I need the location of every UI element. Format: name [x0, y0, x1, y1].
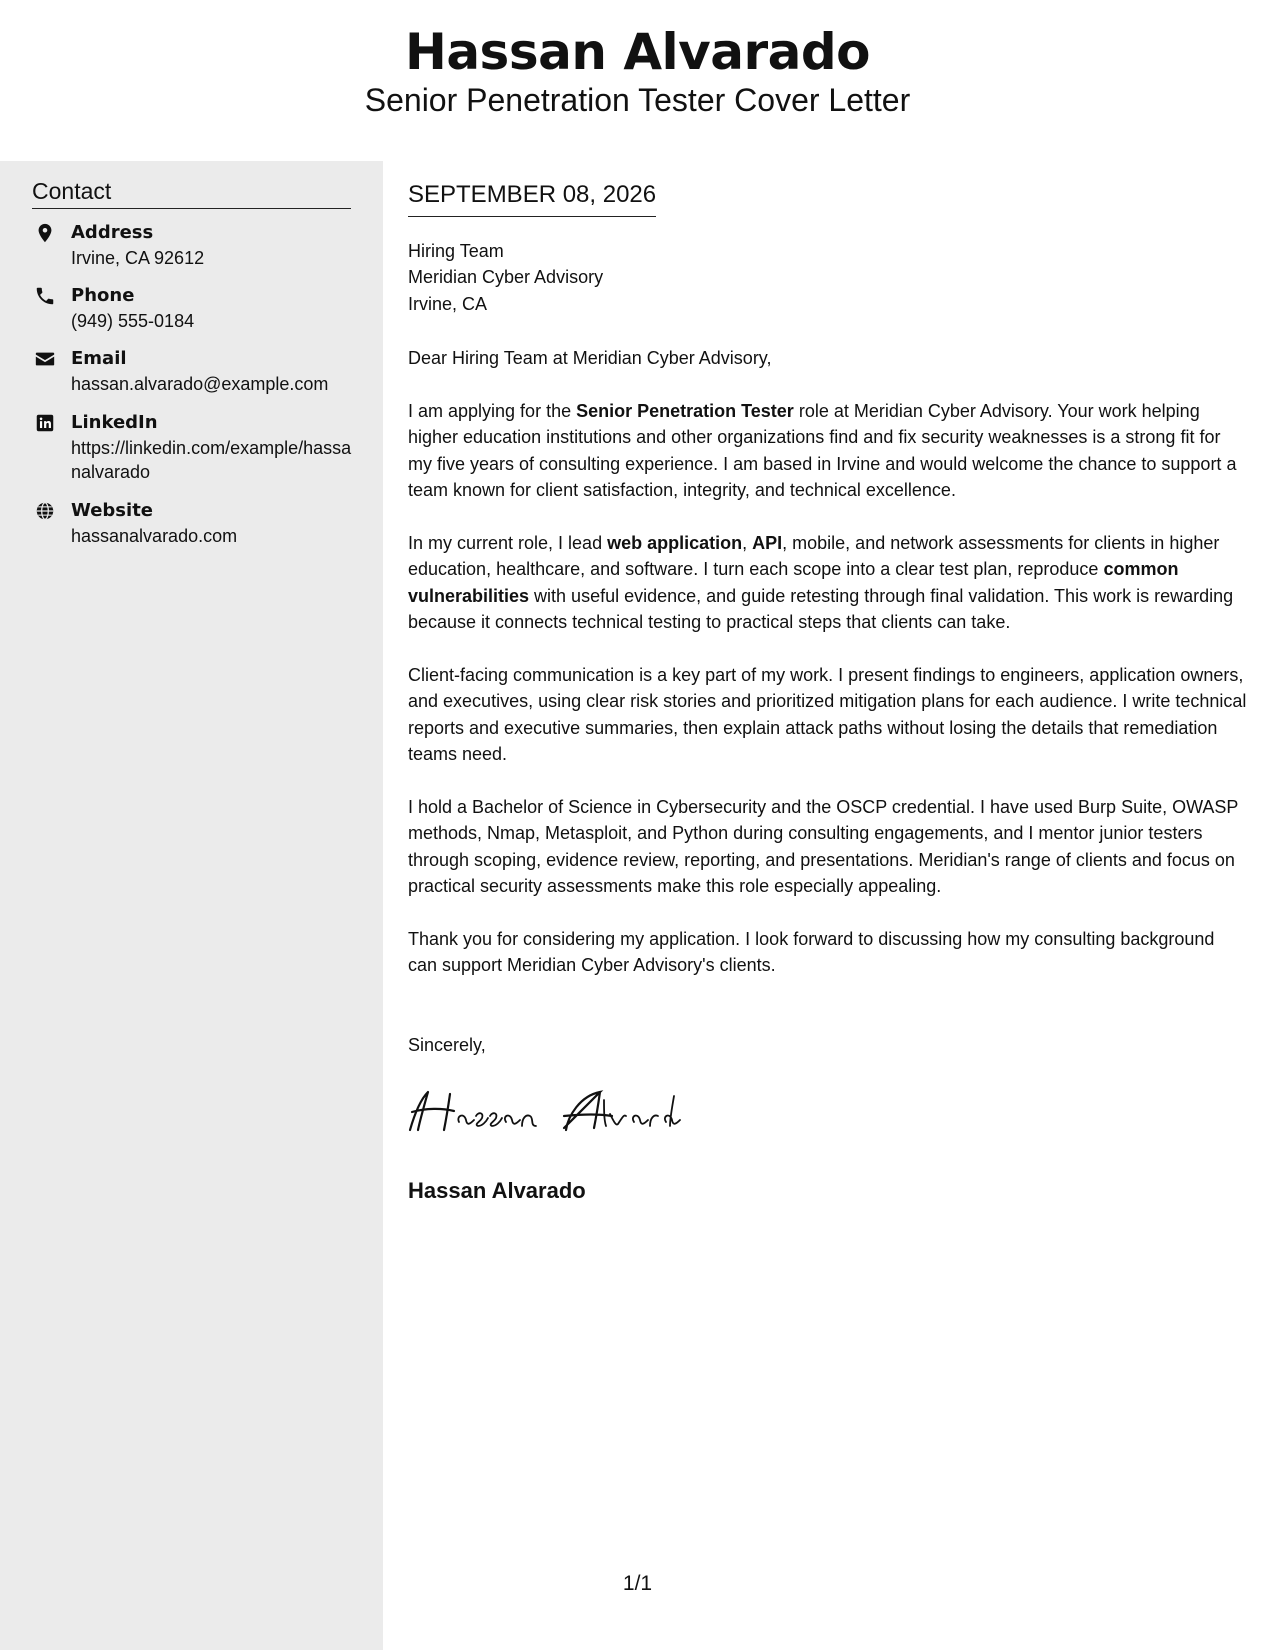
contact-heading: Contact — [32, 176, 351, 209]
paragraph-4: I hold a Bachelor of Science in Cybersecurity and the OSCP credential. I have used Burp Suite, OWASP methods, Nmap, Metasploit, and Python during consulting engagements, and I mentor junior testers through scoping, evidence review, reporting, and presentations. Meridian's range of clients and focus on practical security assessments make this role especially appealing. — [408, 797, 1239, 897]
emphasis: API — [752, 533, 783, 553]
recipient-line: Hiring Team — [408, 241, 504, 261]
contact-value: (949) 555-0184 — [71, 311, 195, 331]
closing: Sincerely, — [408, 1035, 486, 1055]
text-run: In my current role, I lead — [408, 533, 608, 553]
signer-name: Hassan Alvarado — [408, 1178, 586, 1203]
text-run: , mobile, and network assessments for clients in higher education, healthcare, and software. I turn each scope into a clear test plan, reproduce — [408, 533, 1220, 580]
map-pin-icon — [34, 222, 56, 244]
emphasis: common vulnerabilities — [408, 559, 1179, 606]
emphasis: Senior Penetration Tester — [576, 401, 794, 421]
contact-value: Irvine, CA 92612 — [71, 248, 205, 268]
contact-label: Email — [71, 348, 127, 369]
recipient-block — [408, 238, 1248, 317]
text-run: I am applying for the — [408, 401, 577, 421]
letter-date: SEPTEMBER 08, 2026 — [408, 178, 656, 217]
letter-header — [0, 0, 1275, 160]
paragraph-2 — [408, 530, 1248, 636]
recipient-line: Irvine, CA — [408, 293, 488, 314]
contact-label: Website — [71, 500, 154, 521]
contact-label: Address — [71, 222, 154, 243]
page-indicator: 1/1 — [622, 1572, 653, 1595]
paragraph-3: Client-facing communication is a key part of my work. I present findings to engineers, application owners, and executives, using clear risk stories and prioritized mitigation plans for each audience. I write technical reports and executive summaries, then explain attack paths without losing the details that remediation teams need. — [408, 665, 1247, 765]
paragraph-5: Thank you for considering my application. I look forward to discussing how my consulting background can support Meridian Cyber Advisory's clients. — [408, 929, 1215, 976]
contact-label: LinkedIn — [71, 412, 158, 433]
recipient-line: Meridian Cyber Advisory — [408, 267, 604, 288]
handwritten-signature — [404, 1086, 684, 1136]
linkedin-icon — [34, 412, 56, 434]
contact-value: hassan.alvarado@example.com — [71, 374, 329, 394]
envelope-icon — [34, 348, 56, 370]
text-run: , — [742, 533, 753, 553]
text-run: role at Meridian Cyber Advisory. Your work helping higher education institutions and other organizations find and fix security weaknesses is a strong fit for my five years of consulting experience. I am based in Irvine and would welcome the chance to support a team known for client satisfaction, integrity, and technical excellence. — [408, 401, 1237, 501]
contact-link[interactable]: hassanalvarado.com — [71, 526, 238, 546]
globe-icon — [34, 500, 56, 522]
contact-label: Phone — [71, 285, 135, 306]
emphasis: web application — [607, 533, 743, 553]
phone-icon — [34, 285, 56, 307]
text-run: with useful evidence, and guide retesting through final validation. This work is rewarding because it connects technical testing to practical steps that clients can take. — [408, 585, 1234, 633]
salutation: Dear Hiring Team at Meridian Cyber Advisory, — [408, 348, 772, 368]
document-subtitle: Senior Penetration Tester Cover Letter — [364, 82, 911, 118]
contact-link[interactable]: https://linkedin.com/example/hassanalvarado — [71, 438, 352, 482]
applicant-name: Hassan Alvarado — [404, 23, 871, 81]
paragraph-1 — [408, 398, 1248, 504]
